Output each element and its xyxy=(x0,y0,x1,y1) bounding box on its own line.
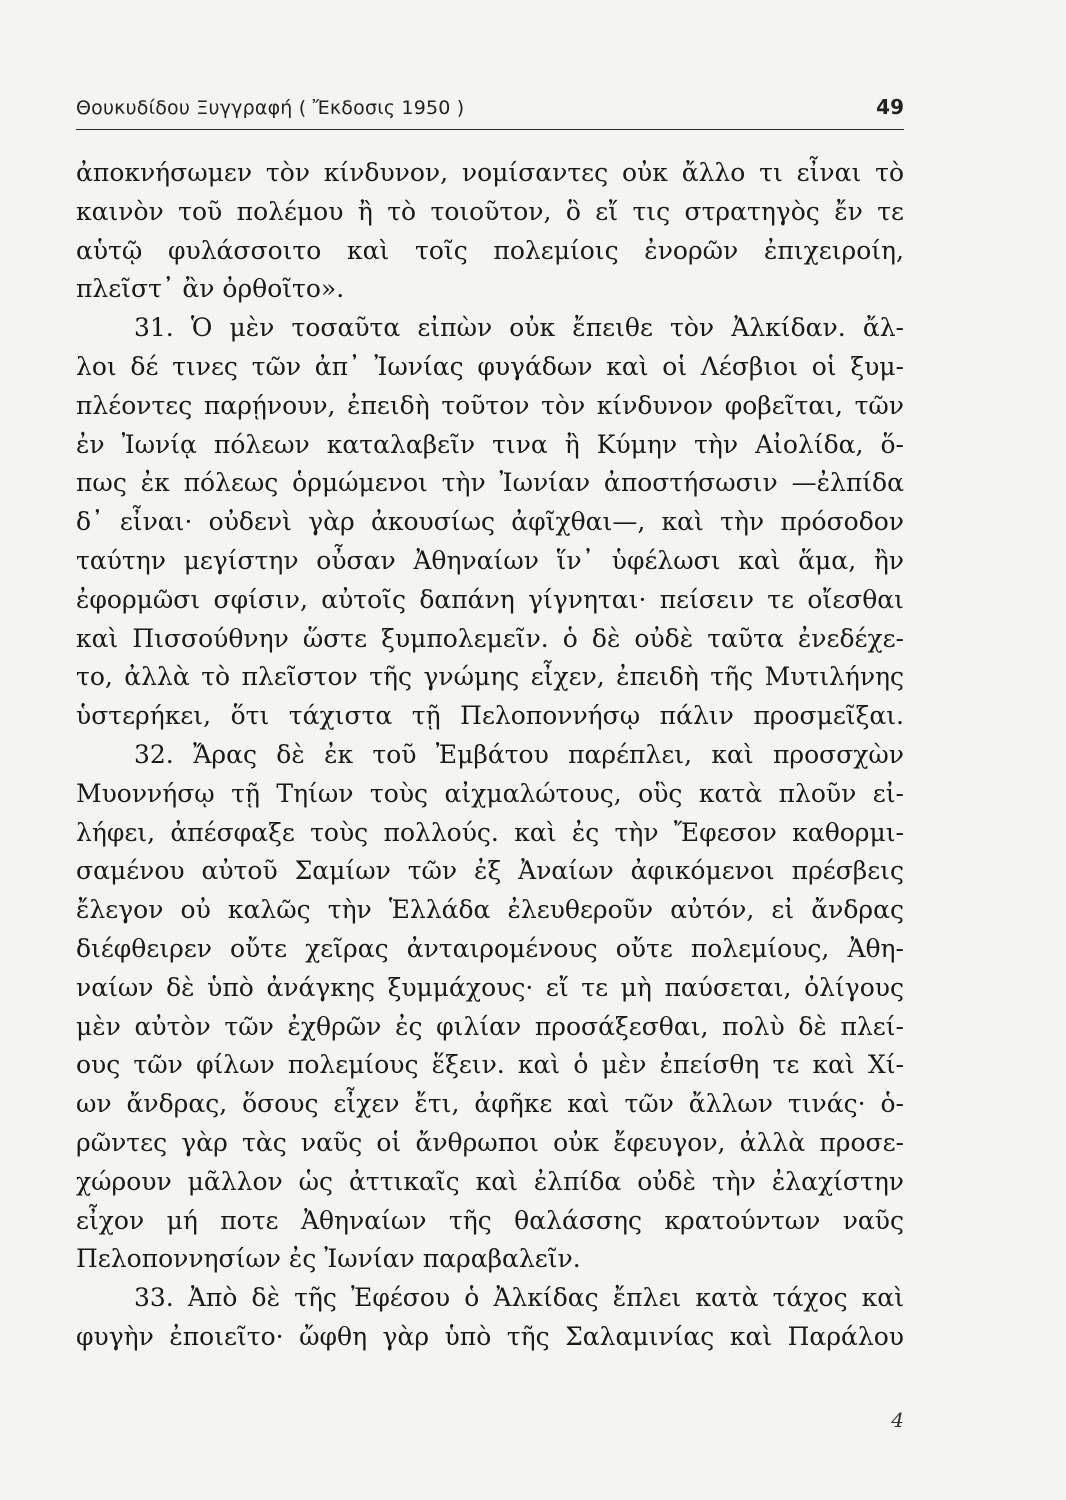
text-line: πλέοντες παρῄνουν, ἐπειδὴ τοῦτον τὸν κίνδυνον φοβεῖται, τῶν xyxy=(76,390,904,420)
text-line: λήφει, ἀπέσφαξε τοὺς πολλούς. καὶ ἐς τὴν Ἔφεσον καθορμι- xyxy=(76,817,904,847)
text-line: διέφθειρεν οὔτε χεῖρας ἀνταιρομένους οὔτε πολεμίους, Ἀθη- xyxy=(76,933,904,963)
body-text xyxy=(76,154,904,1357)
page-number: 49 xyxy=(876,95,904,119)
running-header xyxy=(76,95,904,130)
text-line: ὑστερήκει, ὅτι τάχιστα τῇ Πελοποννήσῳ πάλιν προσμεῖξαι. xyxy=(76,701,904,731)
text-line: ἀποκνήσωμεν τὸν κίνδυνον, νομίσαντες οὐκ ἄλλο τι εἶναι τὸ xyxy=(76,158,904,187)
text-line: ταύτην μεγίστην οὖσαν Ἀθηναίων ἵν᾽ ὑφέλωσι καὶ ἅμα, ἢν xyxy=(76,545,904,575)
text-line: ρῶντες γὰρ τὰς ναῦς οἱ ἄνθρωποι οὐκ ἔφευγον, ἀλλὰ προσε- xyxy=(76,1127,904,1157)
text-line: Πελοποννησίων ἐς Ἰωνίαν παραβαλεῖν. xyxy=(76,1244,581,1274)
text-line: πλεῖστ᾽ ἂν ὀρθοῖτο». xyxy=(76,274,345,304)
text-line: 33. Ἀπὸ δὲ τῆς Ἐφέσου ὁ Ἀλκίδας ἔπλει κατὰ τάχος καὶ xyxy=(134,1283,904,1313)
text-line: 31. Ὁ μὲν τοσαῦτα εἰπὼν οὐκ ἔπειθε τὸν Ἀλκίδαν. ἄλ- xyxy=(134,313,904,343)
text-line: φυγὴν ἐποιεῖτο· ὤφθη γὰρ ὑπὸ τῆς Σαλαμινίας καὶ Παράλου xyxy=(76,1321,904,1351)
signature-mark: 4 xyxy=(891,1408,904,1432)
text-line: χώρουν μᾶλλον ὡς ἀττικαῖς καὶ ἐλπίδα οὐδὲ τὴν ἐλαχίστην xyxy=(76,1166,904,1196)
text-line: καινὸν τοῦ πολέμου ἢ τὸ τοιοῦτον, ὃ εἴ τις στρατηγὸς ἔν τε xyxy=(76,196,904,226)
text-line: πως ἐκ πόλεως ὁρμώμενοι τὴν Ἰωνίαν ἀποστήσωσιν —ἐλπίδα xyxy=(76,468,904,498)
running-header-title: Θουκυδίδου Ξυγγραφή ( Ἔκδοσις 1950 ) xyxy=(76,97,465,119)
text-line: ἐφορμῶσι σφίσιν, αὐτοῖς δαπάνη γίγνηται· πείσειν τε οἴεσθαι xyxy=(76,584,904,614)
text-line: καὶ Πισσούθνην ὥστε ξυμπολεμεῖν. ὁ δὲ οὐδὲ ταῦτα ἐνεδέχε- xyxy=(76,623,904,653)
text-line: ναίων δὲ ὑπὸ ἀνάγκης ξυμμάχους· εἴ τε μὴ παύσεται, ὀλίγους xyxy=(76,972,904,1002)
text-line: λοι δέ τινες τῶν ἀπ᾽ Ἰωνίας φυγάδων καὶ οἱ Λέσβιοι οἱ ξυμ- xyxy=(76,351,904,381)
text-line: σαμένου αὐτοῦ Σαμίων τῶν ἐξ Ἀναίων ἀφικόμενοι πρέσβεις xyxy=(76,856,904,886)
text-line: εἶχον μή ποτε Ἀθηναίων τῆς θαλάσσης κρατούντων ναῦς xyxy=(76,1205,904,1235)
text-line: δ᾽ εἶναι· οὐδενὶ γὰρ ἀκουσίως ἀφῖχθαι—, καὶ τὴν πρόσοδον xyxy=(76,507,904,537)
text-line: αὑτῷ φυλάσσοιτο καὶ τοῖς πολεμίοις ἐνορῶν ἐπιχειροίη, xyxy=(76,235,904,265)
text-line: Μυοννήσῳ τῇ Τηίων τοὺς αἰχμαλώτους, οὓς κατὰ πλοῦν εἰ- xyxy=(76,778,904,808)
text-line: ἐν Ἰωνίᾳ πόλεων καταλαβεῖν τινα ἢ Κύμην τὴν Αἰολίδα, ὅ- xyxy=(76,429,904,459)
text-line: ων ἄνδρας, ὅσους εἶχεν ἔτι, ἀφῆκε καὶ τῶν ἄλλων τινάς· ὁ- xyxy=(76,1089,904,1119)
text-line: 32. Ἄρας δὲ ἐκ τοῦ Ἐμβάτου παρέπλει, καὶ προσσχὼν xyxy=(134,739,904,769)
text-line: ἔλεγον οὐ καλῶς τὴν Ἑλλάδα ἐλευθεροῦν αὐτόν, εἰ ἄνδρας xyxy=(76,895,904,925)
text-line: μὲν αὐτὸν τῶν ἐχθρῶν ἐς φιλίαν προσάξεσθαι, πολὺ δὲ πλεί- xyxy=(76,1011,904,1041)
text-line: ους τῶν φίλων πολεμίους ἕξειν. καὶ ὁ μὲν ἐπείσθη τε καὶ Χί- xyxy=(76,1050,904,1080)
text-line: το, ἀλλὰ τὸ πλεῖστον τῆς γνώμης εἶχεν, ἐπειδὴ τῆς Μυτιλήνης xyxy=(76,662,904,692)
